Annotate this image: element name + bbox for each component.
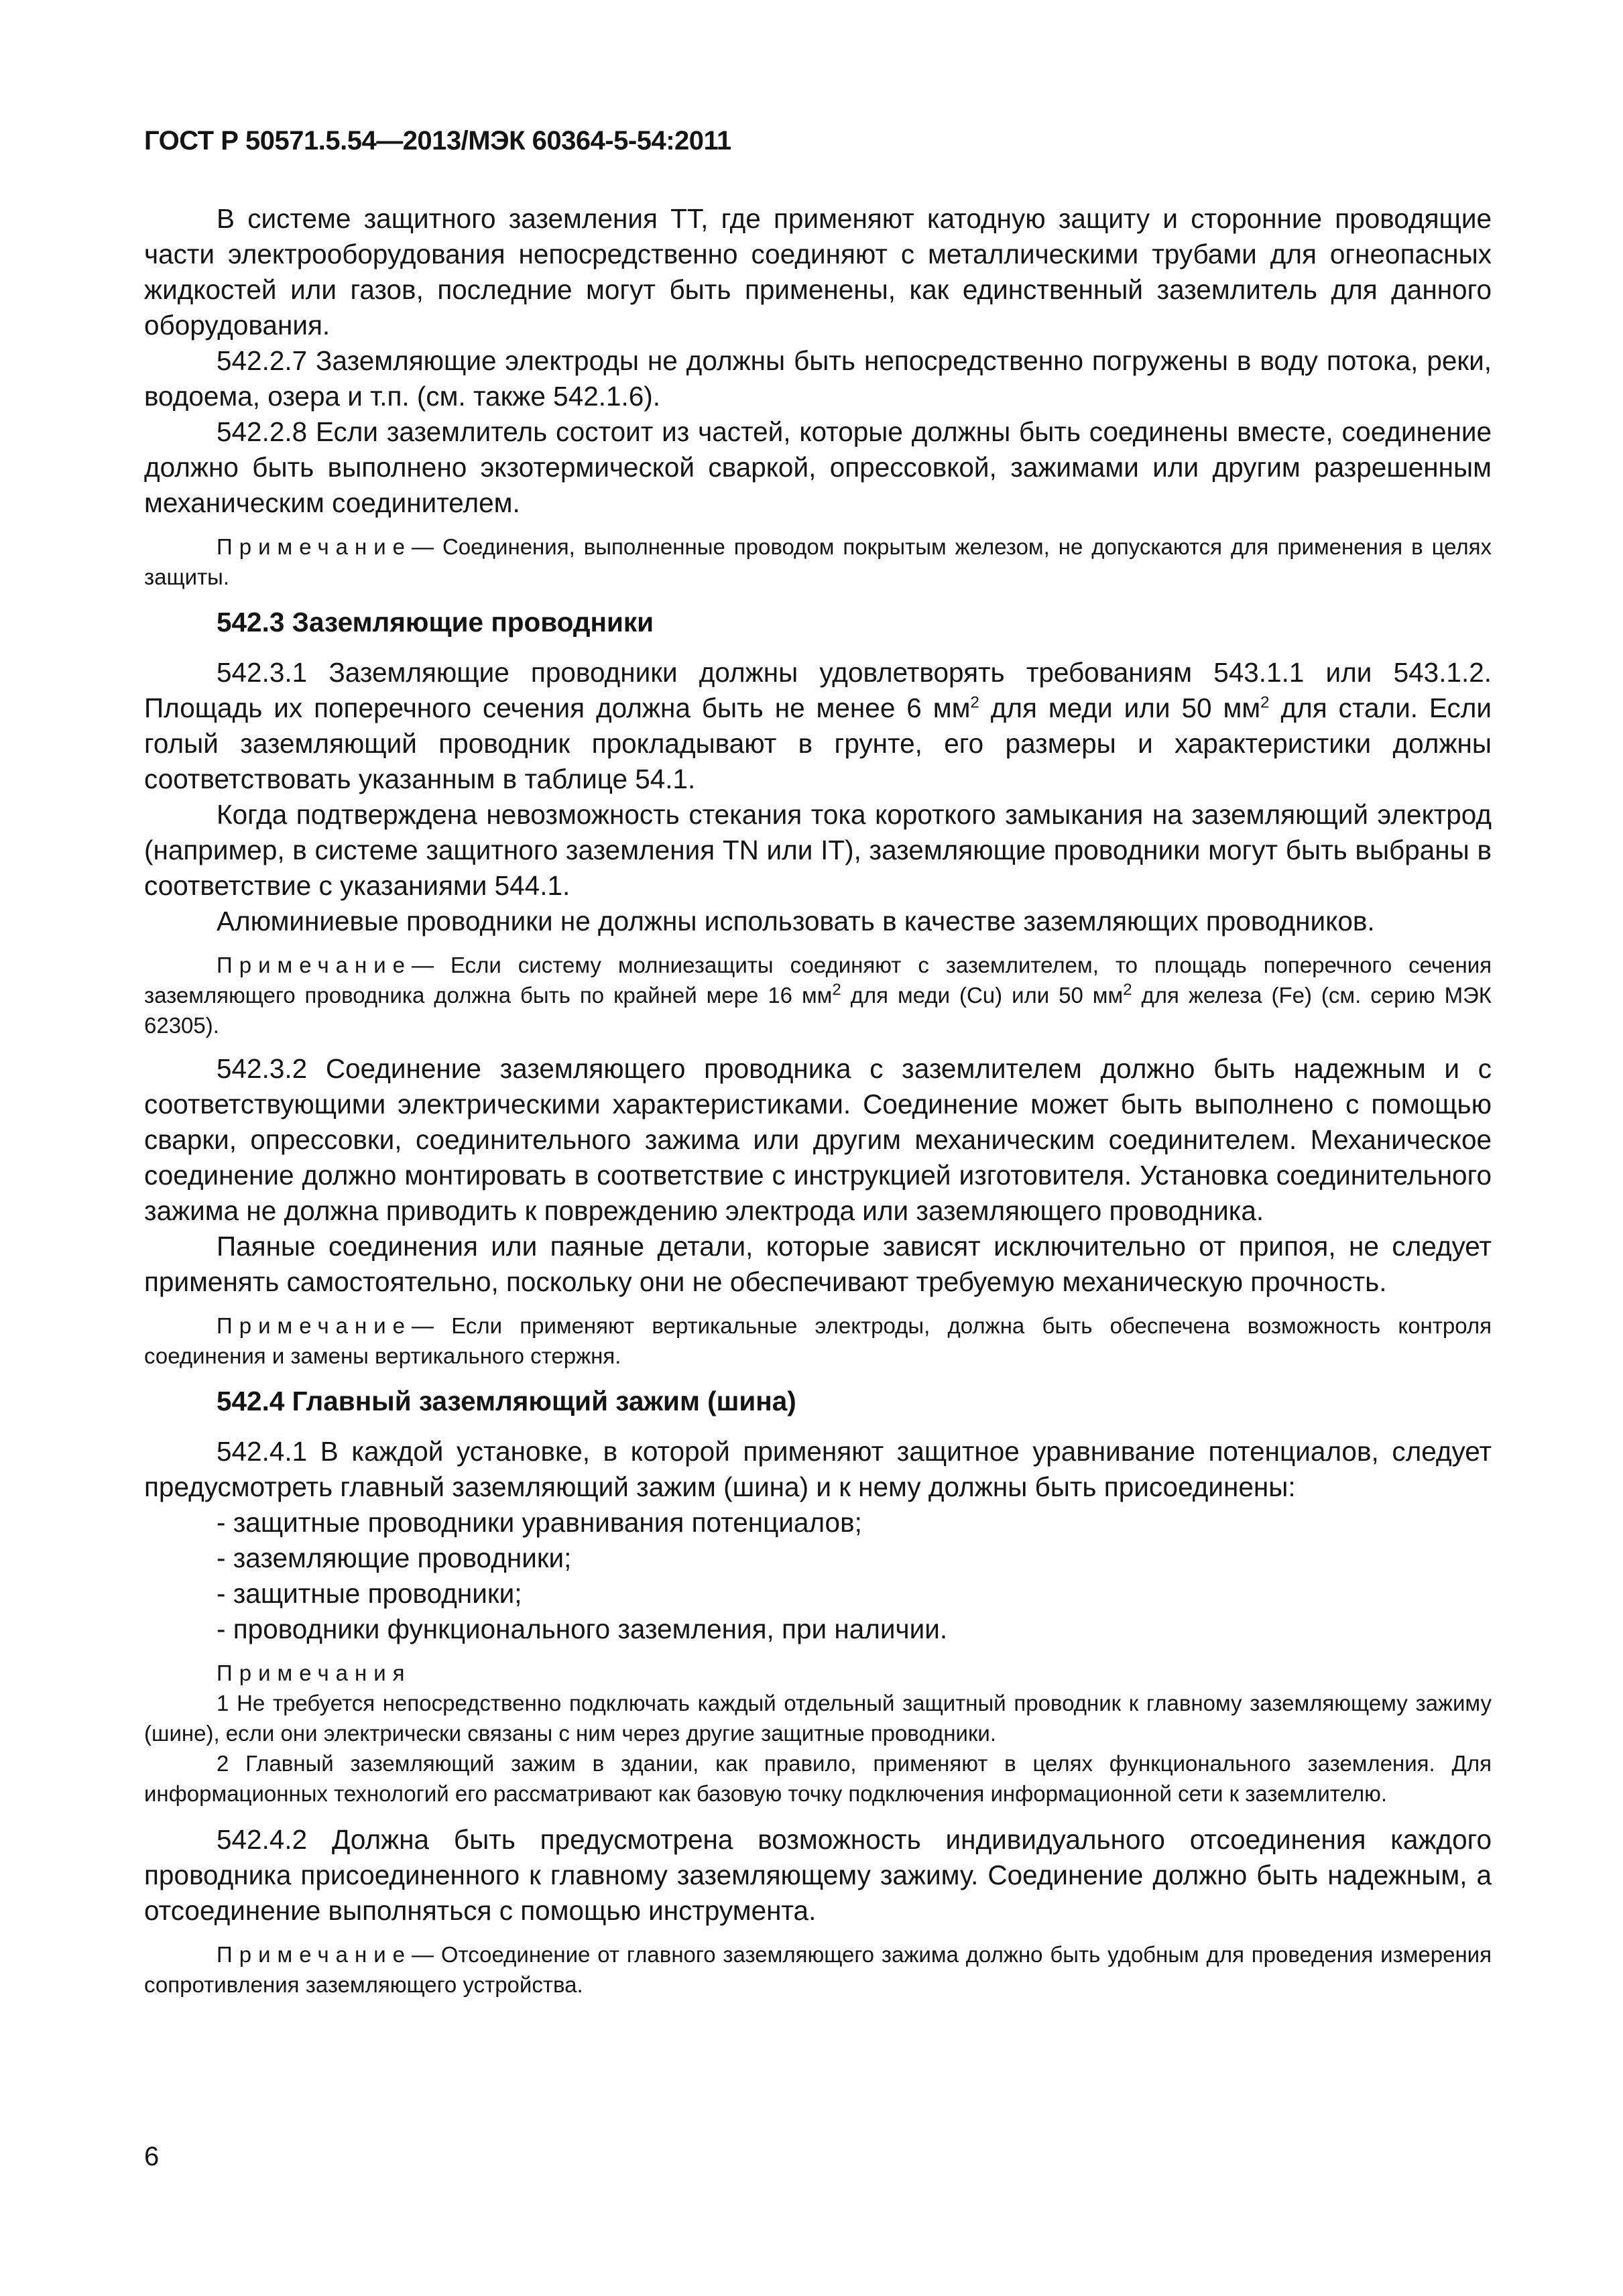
list-item: - заземляющие проводники;: [217, 1543, 572, 1573]
note-2: Примечание— Если систему молниезащиты соединяют с заземлителем, то площадь поперечного сечения заземляющего проводника должна быть по крайней мере 16 $мм^2$ для меди (Cu) или 50 $мм^2$ для железа (Fe) (см. серию МЭК 62305).: [144, 953, 1492, 1038]
paragraph-542-3-1: 542.3.1 Заземляющие проводники должны удовлетворять требованиям 543.1.1 или 543.1.2. Площадь их поперечного сечения должна быть не менее 6 $мм^2$ для меди или 50 $мм^2$ для стали. Если голый заземляющий проводник прокладывают в грунте, его размеры и характеристики должны соответствовать указанным в таблице 54.1.: [144, 657, 1492, 794]
list-item: - защитные проводники уравнивания потенциалов;: [217, 1507, 862, 1538]
document-body: [144, 201, 1492, 2010]
notes-heading: Примечания: [217, 1660, 412, 1685]
note-label: Примечание: [217, 953, 412, 977]
paragraph-542-2-8: 542.2.8 Если заземлитель состоит из частей, которые должны быть соединены вместе, соединение должно быть выполнено экзотермической сваркой, опрессовкой, зажимами или другим разрешенным механическим соединителем.: [144, 416, 1492, 518]
section-heading-542-4: 542.4 Главный заземляющий зажим (шина): [217, 1386, 796, 1416]
paragraph-when: Когда подтверждена невозможность стекания тока короткого замыкания на заземляющий электрод (например, в системе защитного заземления TN или IT), заземляющие проводники могут быть выбраны в соответствие с указаниями 544.1.: [144, 799, 1492, 901]
note-text: — Если применяют вертикальные электроды, должна быть обеспечена возможность контроля соединения и замены вертикального стержня.: [144, 1313, 1492, 1368]
section-heading-542-3: 542.3 Заземляющие проводники: [217, 607, 654, 638]
page-number: 6: [144, 2142, 160, 2171]
note-3: [144, 1311, 1492, 1371]
note-1: [144, 532, 1492, 592]
paragraph-intro: В системе защитного заземления ТТ, где применяют катодную защиту и сторонние проводящие части электрооборудования непосредственно соединяют с металлическими трубами для огнеопасных жидкостей или газов, последние могут быть применены, как единственный заземлитель для данного оборудования.: [144, 203, 1492, 341]
standard-header: ГОСТ Р 50571.5.54—2013/МЭК 60364-5-54:2011: [144, 126, 731, 156]
paragraph-solder: Паяные соединения или паяные детали, которые зависят исключительно от припоя, не следует применять самостоятельно, поскольку они не обеспечивают требуемую механическую прочность.: [144, 1231, 1492, 1297]
paragraph-aluminium: Алюминиевые проводники не должны использовать в качестве заземляющих проводников.: [217, 906, 1375, 936]
note-4: [144, 1939, 1492, 2000]
note-text: — Отсоединение от главного заземляющего зажима должно быть удобным для проведения измерения сопротивления заземляющего устройства.: [144, 1942, 1492, 1997]
note-text: — Соединения, выполненные проводом покрытым железом, не допускаются для применения в целях защиты.: [144, 534, 1492, 589]
notes-item-1: 1 Не требуется непосредственно подключать каждый отдельный защитный проводник к главному заземляющему зажиму (шине), если они электрически связаны с ним через другие защитные проводники.: [144, 1691, 1492, 1746]
paragraph-542-4-2: 542.4.2 Должна быть предусмотрена возможность индивидуального отсоединения каждого проводника присоединенного к главному заземляющему зажиму. Соединение должно быть надежным, а отсоединение выполняться с помощью инструмента.: [144, 1824, 1492, 1926]
paragraph-542-3-2: 542.3.2 Соединение заземляющего проводника с заземлителем должно быть надежным и с соответствующими электрическими характеристиками. Соединение может быть выполнено с помощью сварки, опрессовки, соединительного зажима или другим механическим соединителем. Механическое соединение должно монтировать в соответствие с инструкцией изготовителя. Установка соединительного зажима не должна приводить к повреждению электрода или заземляющего проводника.: [144, 1053, 1492, 1226]
list-item: - проводники функционального заземления, при наличии.: [217, 1614, 948, 1644]
note-label: Примечание: [217, 1942, 412, 1967]
note-label: Примечание: [217, 534, 412, 559]
note-label: Примечание: [217, 1313, 412, 1338]
list-item: - защитные проводники;: [217, 1578, 522, 1609]
paragraph-542-2-7: 542.2.7 Заземляющие электроды не должны быть непосредственно погружены в воду потока, реки, водоема, озера и т.п. (см. также 542.1.6).: [144, 345, 1492, 412]
paragraph-542-4-1: 542.4.1 В каждой установке, в которой применяют защитное уравнивание потенциалов, следует предусмотреть главный заземляющий зажим (шина) и к нему должны быть присоединены:: [144, 1436, 1492, 1502]
notes-item-2: 2 Главный заземляющий зажим в здании, как правило, применяют в целях функционального заземления. Для информационных технологий его рассматривают как базовую точку подключения информационной сети к заземлителю.: [144, 1751, 1492, 1806]
